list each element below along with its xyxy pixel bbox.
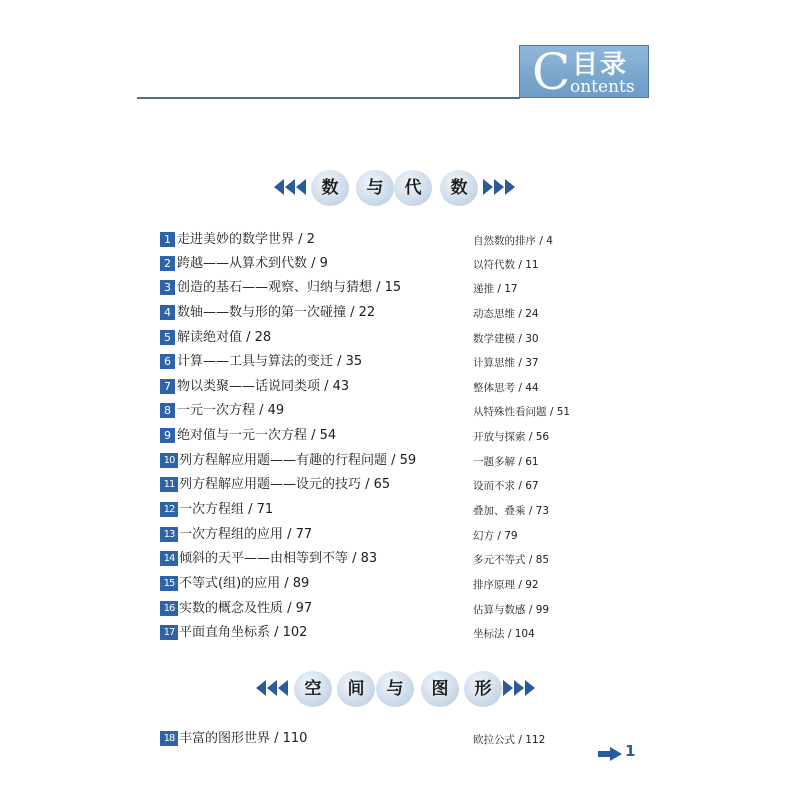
chapter-number-badge: 17 [160, 625, 178, 640]
chapter-title: 创造的基石——观察、归纳与猜想 / 15 [177, 280, 402, 295]
chapter-side-topic: 欧拉公式 / 112 [473, 734, 546, 746]
page-number: 1 [625, 742, 636, 760]
chapter-number-badge: 9 [160, 428, 175, 443]
header-rule [137, 97, 520, 99]
toc-entry[interactable] [160, 548, 640, 570]
toc-entry[interactable] [160, 400, 640, 422]
chapter-title: 一元一次方程 / 49 [177, 403, 285, 418]
chapter-side-topic: 自然数的排序 / 4 [473, 235, 553, 247]
toc-entry[interactable] [160, 277, 640, 299]
chapter-number-badge: 13 [160, 527, 178, 542]
toc-entry[interactable] [160, 327, 640, 349]
section-char: 图 [421, 671, 459, 707]
chapter-side-topic: 估算与数感 / 99 [473, 604, 550, 616]
chapter-side-topic: 设而不求 / 67 [473, 480, 539, 492]
chapter-side-topic: 整体思考 / 44 [473, 382, 539, 394]
chapter-side-topic: 幻方 / 79 [473, 530, 518, 542]
contents-big-letter: C [532, 43, 571, 101]
section-heading-number-algebra [0, 168, 800, 208]
chapter-side-topic: 从特殊性看问题 / 51 [473, 406, 571, 418]
toc-entry[interactable] [160, 425, 640, 447]
chapter-number-badge: 8 [160, 403, 175, 418]
toc-entry[interactable] [160, 351, 640, 373]
left-arrows-icon [274, 179, 306, 195]
chapter-title: 数轴——数与形的第一次碰撞 / 22 [177, 305, 376, 320]
section-char: 空 [294, 671, 332, 707]
chapter-side-topic: 坐标法 / 104 [473, 628, 535, 640]
chapter-side-topic: 一题多解 / 61 [473, 456, 539, 468]
chapter-number-badge: 7 [160, 379, 175, 394]
contents-title: 目录 [572, 50, 629, 80]
chapter-title: 不等式(组)的应用 / 89 [179, 576, 310, 591]
chapter-title: 解读绝对值 / 28 [177, 330, 272, 345]
chapter-side-topic: 排序原理 / 92 [473, 579, 539, 591]
chapter-title: 绝对值与一元一次方程 / 54 [177, 428, 337, 443]
section-char: 间 [337, 671, 375, 707]
contents-subtitle: ontents [570, 77, 635, 97]
chapter-title: 倾斜的天平——由相等到不等 / 83 [179, 551, 378, 566]
toc-entry[interactable] [160, 474, 640, 496]
chapter-number-badge: 5 [160, 330, 175, 345]
section-char: 数 [311, 170, 349, 206]
chapter-side-topic: 叠加、叠乘 / 73 [473, 505, 550, 517]
chapter-title: 列方程解应用题——设元的技巧 / 65 [179, 477, 391, 492]
chapter-title: 一次方程组 / 71 [179, 502, 274, 517]
chapter-title: 走进美妙的数学世界 / 2 [177, 232, 315, 247]
chapter-title: 列方程解应用题——有趣的行程问题 / 59 [179, 453, 417, 468]
section-char: 与 [376, 671, 414, 707]
section-heading-space-geometry [0, 669, 800, 709]
chapter-side-topic: 数学建模 / 30 [473, 333, 539, 345]
section-char: 数 [440, 170, 478, 206]
chapter-title: 物以类聚——话说同类项 / 43 [177, 379, 350, 394]
toc-entry[interactable] [160, 598, 640, 620]
chapter-number-badge: 1 [160, 232, 175, 247]
chapter-title: 平面直角坐标系 / 102 [179, 625, 308, 640]
toc-entry[interactable] [160, 253, 640, 275]
chapter-side-topic: 多元不等式 / 85 [473, 554, 550, 566]
toc-entry[interactable] [160, 728, 640, 750]
section-char: 形 [464, 671, 502, 707]
section-char: 代 [394, 170, 432, 206]
toc-entry[interactable] [160, 524, 640, 546]
chapter-side-topic: 递推 / 17 [473, 283, 518, 295]
chapter-title: 丰富的图形世界 / 110 [179, 731, 308, 746]
chapter-title: 实数的概念及性质 / 97 [179, 601, 313, 616]
right-arrows-icon [483, 179, 515, 195]
toc-entry[interactable] [160, 573, 640, 595]
chapter-number-badge: 10 [160, 453, 178, 468]
toc-entry[interactable] [160, 622, 640, 644]
chapter-title: 一次方程组的应用 / 77 [179, 527, 313, 542]
chapter-number-badge: 4 [160, 305, 175, 320]
toc-entry[interactable] [160, 229, 640, 251]
toc-entry[interactable] [160, 450, 640, 472]
chapter-number-badge: 15 [160, 576, 178, 591]
toc-entry[interactable] [160, 376, 640, 398]
right-arrows-icon [503, 680, 535, 696]
chapter-side-topic: 动态思维 / 24 [473, 308, 539, 320]
section-char: 与 [356, 170, 394, 206]
chapter-side-topic: 计算思维 / 37 [473, 357, 539, 369]
chapter-number-badge: 6 [160, 354, 175, 369]
chapter-side-topic: 以符代数 / 11 [473, 259, 539, 271]
toc-entry[interactable] [160, 302, 640, 324]
chapter-side-topic: 开放与探索 / 56 [473, 431, 550, 443]
chapter-title: 计算——工具与算法的变迁 / 35 [177, 354, 363, 369]
toc-entry[interactable] [160, 499, 640, 521]
page-arrow-icon [598, 747, 622, 761]
chapter-number-badge: 2 [160, 256, 175, 271]
chapter-title: 跨越——从算术到代数 / 9 [177, 256, 328, 271]
chapter-number-badge: 11 [160, 477, 178, 492]
chapter-number-badge: 16 [160, 601, 178, 616]
chapter-number-badge: 3 [160, 280, 175, 295]
chapter-number-badge: 12 [160, 502, 178, 517]
left-arrows-icon [256, 680, 288, 696]
chapter-number-badge: 18 [160, 731, 178, 746]
chapter-number-badge: 14 [160, 551, 178, 566]
